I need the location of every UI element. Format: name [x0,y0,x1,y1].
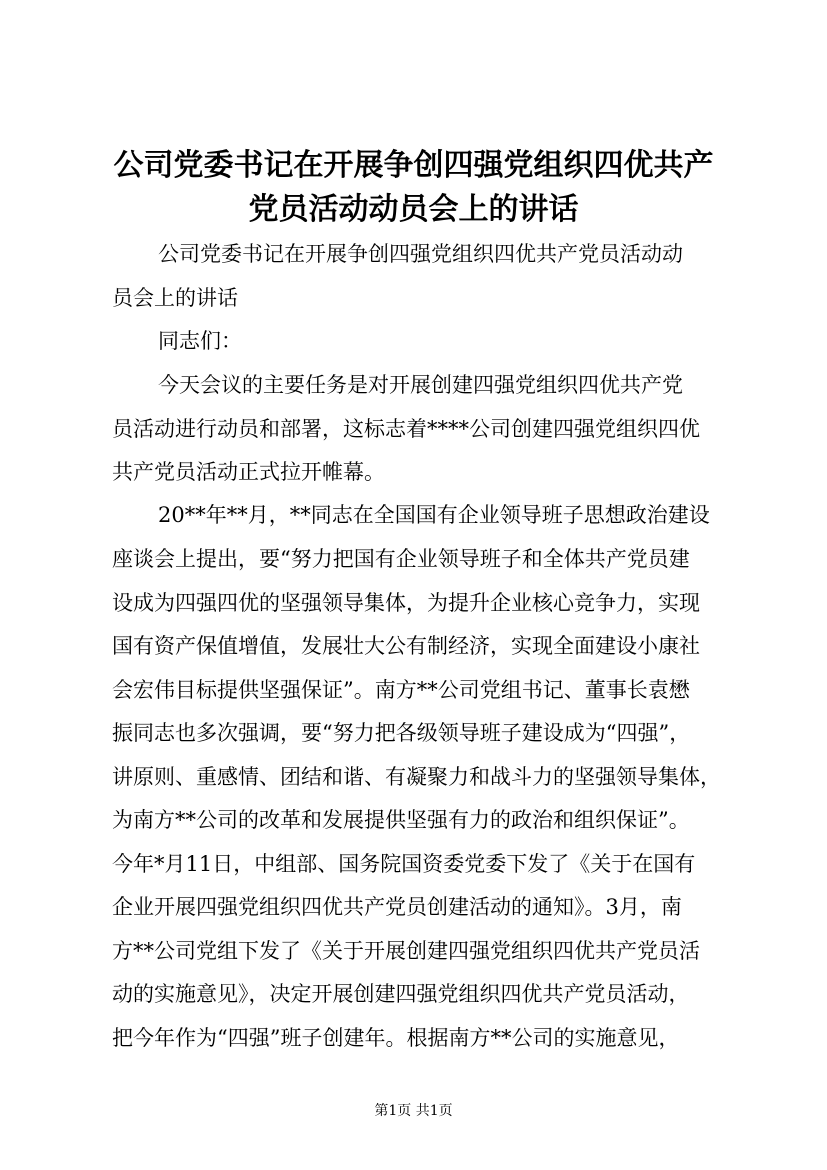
body-line: 今年*月11日，中组部、国务院国资委党委下发了《关于在国有 [112,852,696,876]
body-line: 共产党员活动正式拉开帷幕。 [112,460,385,484]
body-line: 企业开展四强党组织四优共产党员创建活动的通知》。3月，南 [112,895,682,919]
body-line: 同志们： [158,329,242,353]
body-line: 员会上的讲话 [112,286,238,310]
body-line: 方**公司党组下发了《关于开展创建四强党组织四优共产党员活 [112,939,700,963]
body-line: 讲原则、重感情、团结和谐、有凝聚力和战斗力的坚强领导集体， [112,765,721,789]
document-title-line-1: 公司党委书记在开展争创四强党组织四优共产 [113,148,714,183]
body-line: 公司党委书记在开展争创四强党组织四优共产党员活动动 [158,242,683,266]
body-line: 员活动进行动员和部署，这标志着****公司创建四强党组织四优 [112,417,700,441]
page-footer: 第1页 共1页 [374,1103,453,1119]
body-line: 今天会议的主要任务是对开展创建四强党组织四优共产党 [158,373,683,397]
body-line: 座谈会上提出，要“努力把国有企业领导班子和全体共产党员建 [112,547,690,571]
body-line: 把今年作为“四强”班子创建年。根据南方**公司的实施意见， [112,1026,680,1050]
body-line: 20**年**月，**同志在全国国有企业领导班子思想政治建设 [158,503,710,527]
body-line: 会宏伟目标提供坚强保证”。南方**公司党组书记、董事长袁懋 [112,678,690,702]
body-line: 振同志也多次强调，要“努力把各级领导班子建设成为“四强”， [112,721,691,745]
body-line: 国有资产保值增值，发展壮大公有制经济，实现全面建设小康社 [112,634,700,658]
body-line: 为南方**公司的改革和发展提供坚强有力的政治和组织保证”。 [112,808,690,832]
body-line: 设成为四强四优的坚强领导集体，为提升企业核心竞争力，实现 [112,591,700,615]
document-title-line-2: 党员活动动员会上的讲话 [248,192,579,227]
body-line: 动的实施意见》，决定开展创建四强党组织四优共产党员活动， [112,982,690,1006]
